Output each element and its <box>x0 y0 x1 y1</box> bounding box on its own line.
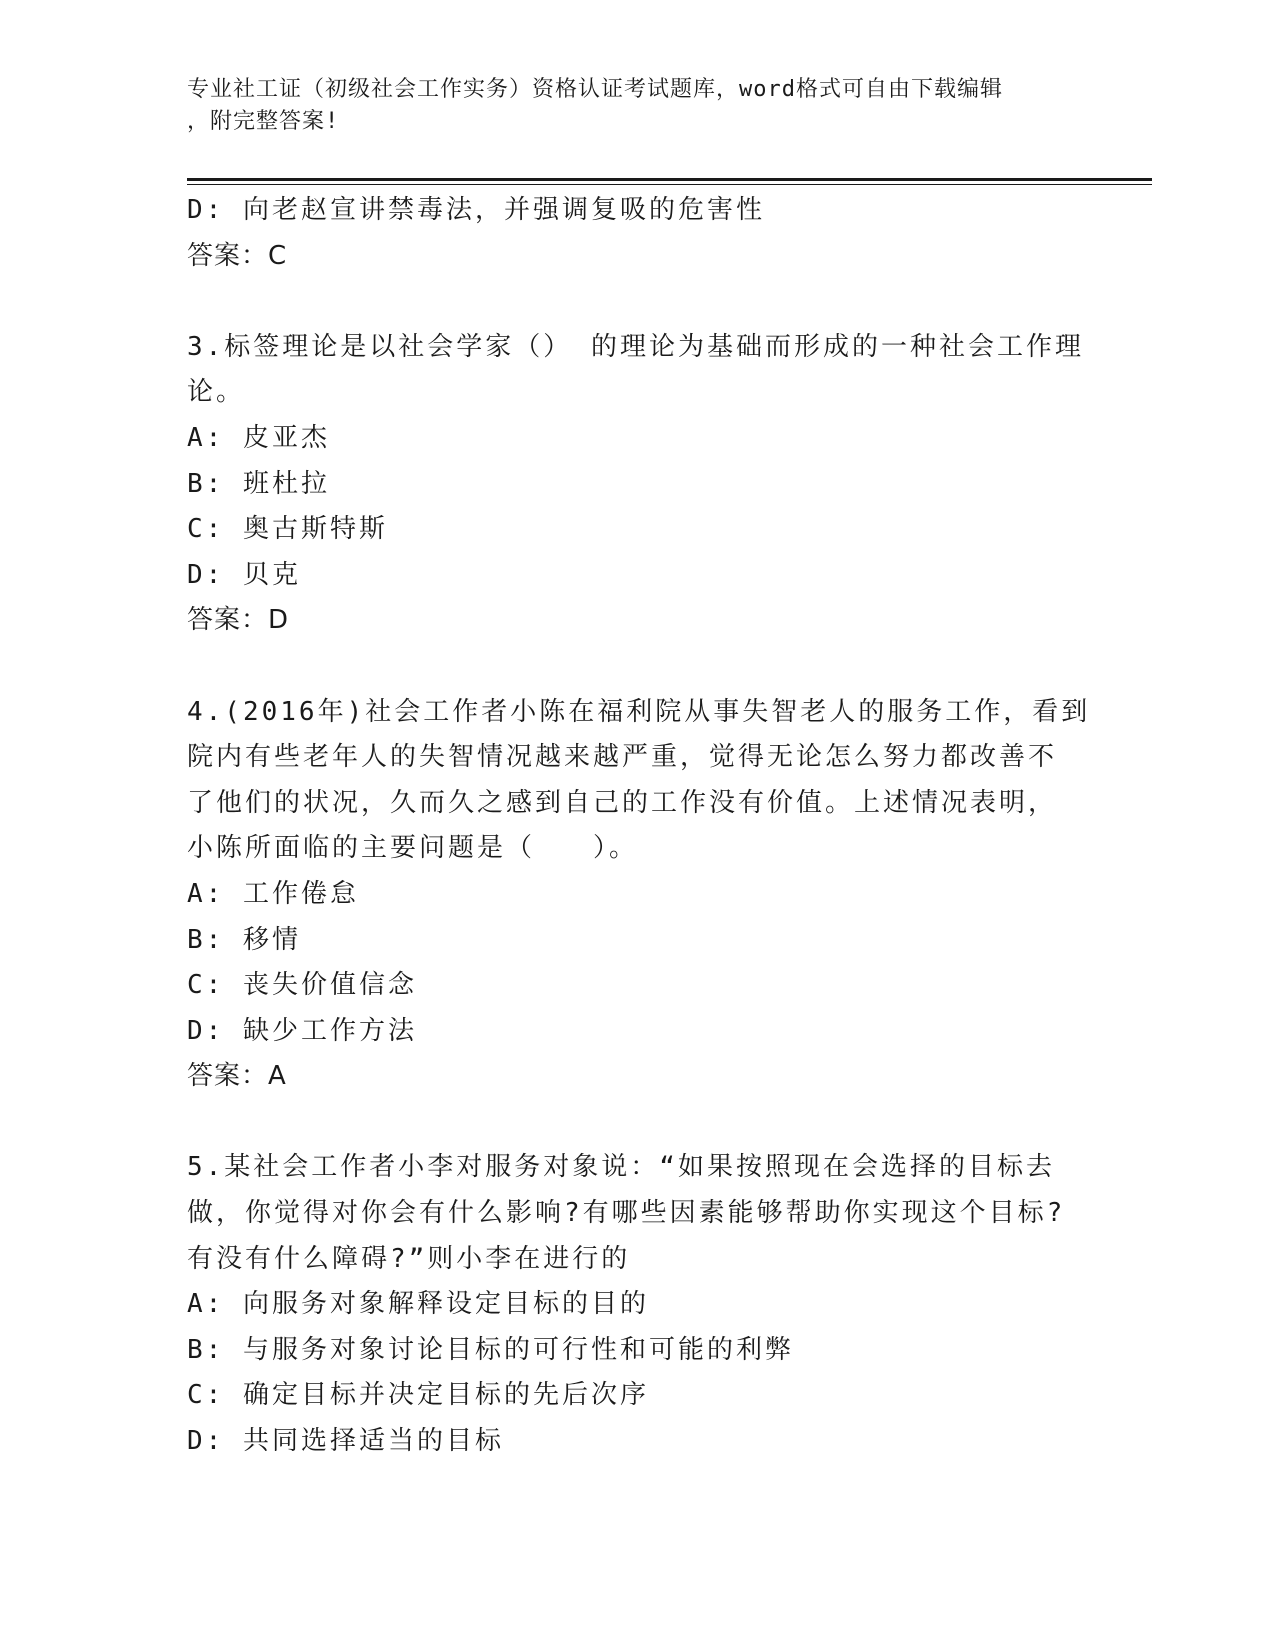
question-3-option-b: B: 班杜拉 <box>187 468 330 499</box>
question-4-option-d: D: 缺少工作方法 <box>187 1015 417 1046</box>
spacer <box>187 644 1087 690</box>
header-divider-thick <box>187 178 1152 181</box>
question-4-answer: 答案：A <box>187 1061 287 1092</box>
question-list <box>187 188 1091 1465</box>
page-header <box>187 74 1067 138</box>
question-3-answer: 答案：D <box>187 605 290 636</box>
question-2-option-d: D: 向老赵宣讲禁毒法，并强调复吸的危害性 <box>187 195 765 225</box>
question-4-option-a: A: 工作倦怠 <box>187 878 359 909</box>
question-2-answer: 答案：C <box>187 240 288 271</box>
header-title-line-2: ，附完整答案! <box>187 109 340 134</box>
question-2-tail <box>187 188 1087 279</box>
question-4-stem-line-1: 4.(2016年)社会工作者小陈在福利院从事失智老人的服务工作，看到 <box>187 696 1091 727</box>
question-3-stem-line-1: 3.标签理论是以社会学家（） 的理论为基础而形成的一种社会工作理 <box>187 331 1084 362</box>
question-3-stem-line-2: 论。 <box>187 377 246 408</box>
question-4-option-c: C: 丧失价值信念 <box>187 970 417 1001</box>
question-5-stem-line-2: 做，你觉得对你会有什么影响?有哪些因素能够帮助你实现这个目标? <box>187 1198 1066 1229</box>
question-3-option-c: C: 奥古斯特斯 <box>187 514 388 545</box>
question-4 <box>187 690 1091 1100</box>
question-3-option-a: A: 皮亚杰 <box>187 422 330 453</box>
question-5-option-a: A: 向服务对象解释设定目标的目的 <box>187 1289 649 1320</box>
question-3-option-d: D: 贝克 <box>187 559 301 590</box>
question-5-stem-line-3: 有没有什么障碍?”则小李在进行的 <box>187 1243 631 1274</box>
spacer <box>187 279 1087 325</box>
question-5-stem-line-1: 5.某社会工作者小李对服务对象说：“如果按照现在会选择的目标去 <box>187 1152 1055 1183</box>
question-5-option-c: C: 确定目标并决定目标的先后次序 <box>187 1380 649 1411</box>
question-5-option-b: B: 与服务对象讨论目标的可行性和可能的利弊 <box>187 1334 794 1365</box>
question-4-stem-line-3: 了他们的状况，久而久之感到自己的工作没有价值。上述情况表明， <box>187 787 1058 818</box>
question-4-stem-line-4: 小陈所面临的主要问题是（ ）。 <box>187 833 639 864</box>
question-5 <box>187 1145 1087 1464</box>
question-5-option-d: D: 共同选择适当的目标 <box>187 1426 504 1457</box>
header-title-line-1: 专业社工证（初级社会工作实务）资格认证考试题库，word格式可自由下载编辑 <box>187 77 1003 102</box>
question-4-stem-line-2: 院内有些老年人的失智情况越来越严重，觉得无论怎么努力都改善不 <box>187 742 1058 773</box>
header-divider-thin <box>187 184 1152 185</box>
spacer <box>187 1100 1087 1146</box>
question-3 <box>187 325 1087 644</box>
question-4-option-b: B: 移情 <box>187 924 301 955</box>
